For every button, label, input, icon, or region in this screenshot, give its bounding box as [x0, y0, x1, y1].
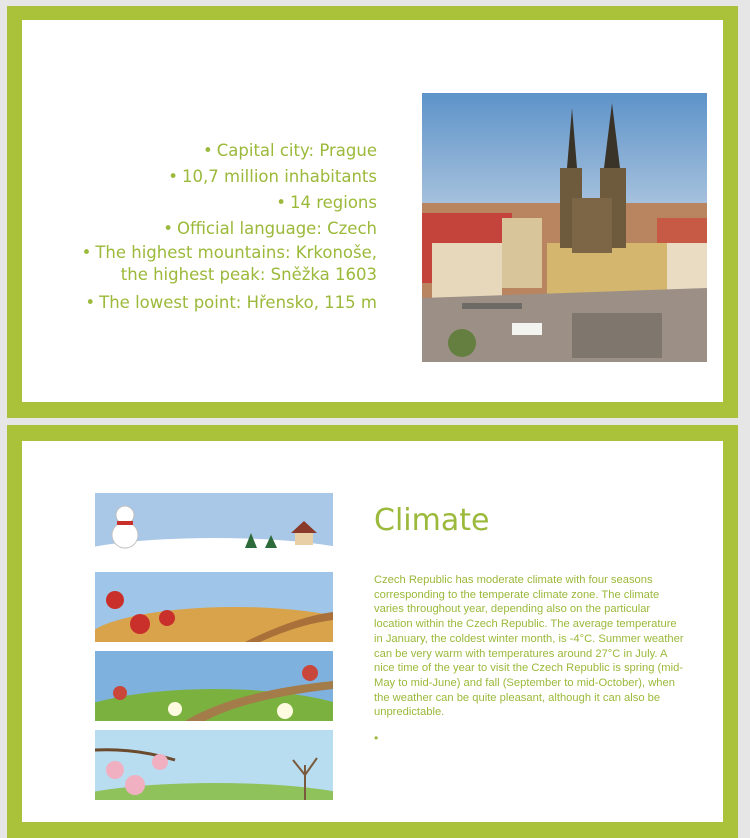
fact-item: • Capital city: Prague [203, 141, 377, 160]
climate-description: Czech Republic has moderate climate with four seasons corresponding to the temperate climate zone. The climate varies throughout year, depending also on the particular location within the Czech Republic. The average temperature in January, the coldest winter month, is -4°C. Summer weather can be very warm with temperatures around 27°C in July. A nice time of the year to visit the Czech Republic is spring (mid-May to mid-June) and fall (September to mid-October), when the weather can be quite pleasant, although it can also be unpredictable. [374, 574, 684, 719]
fact-item: • Official language: Czech [163, 219, 377, 238]
slide-title: Climate [374, 503, 490, 538]
slide-climate [7, 425, 738, 838]
autumn-banner [95, 572, 333, 642]
facts-list [37, 138, 377, 316]
fact-item: • The highest mountains: Krkonoše, [81, 243, 377, 262]
slide-content [22, 20, 723, 402]
fact-item: • 10,7 million inhabitants [168, 167, 377, 186]
prague-old-town-photo [422, 93, 707, 362]
seasons-banners [95, 493, 333, 809]
winter-banner [95, 493, 333, 563]
empty-bullet: • [374, 731, 379, 745]
slide-country-facts [7, 6, 738, 418]
fact-item: • 14 regions [276, 193, 377, 212]
fact-item-continued: the highest peak: Sněžka 1603 [120, 265, 377, 284]
slide-content [22, 441, 723, 822]
summer-banner [95, 651, 333, 721]
fact-item: • The lowest point: Hřensko, 115 m [85, 293, 377, 312]
spring-banner [95, 730, 333, 800]
